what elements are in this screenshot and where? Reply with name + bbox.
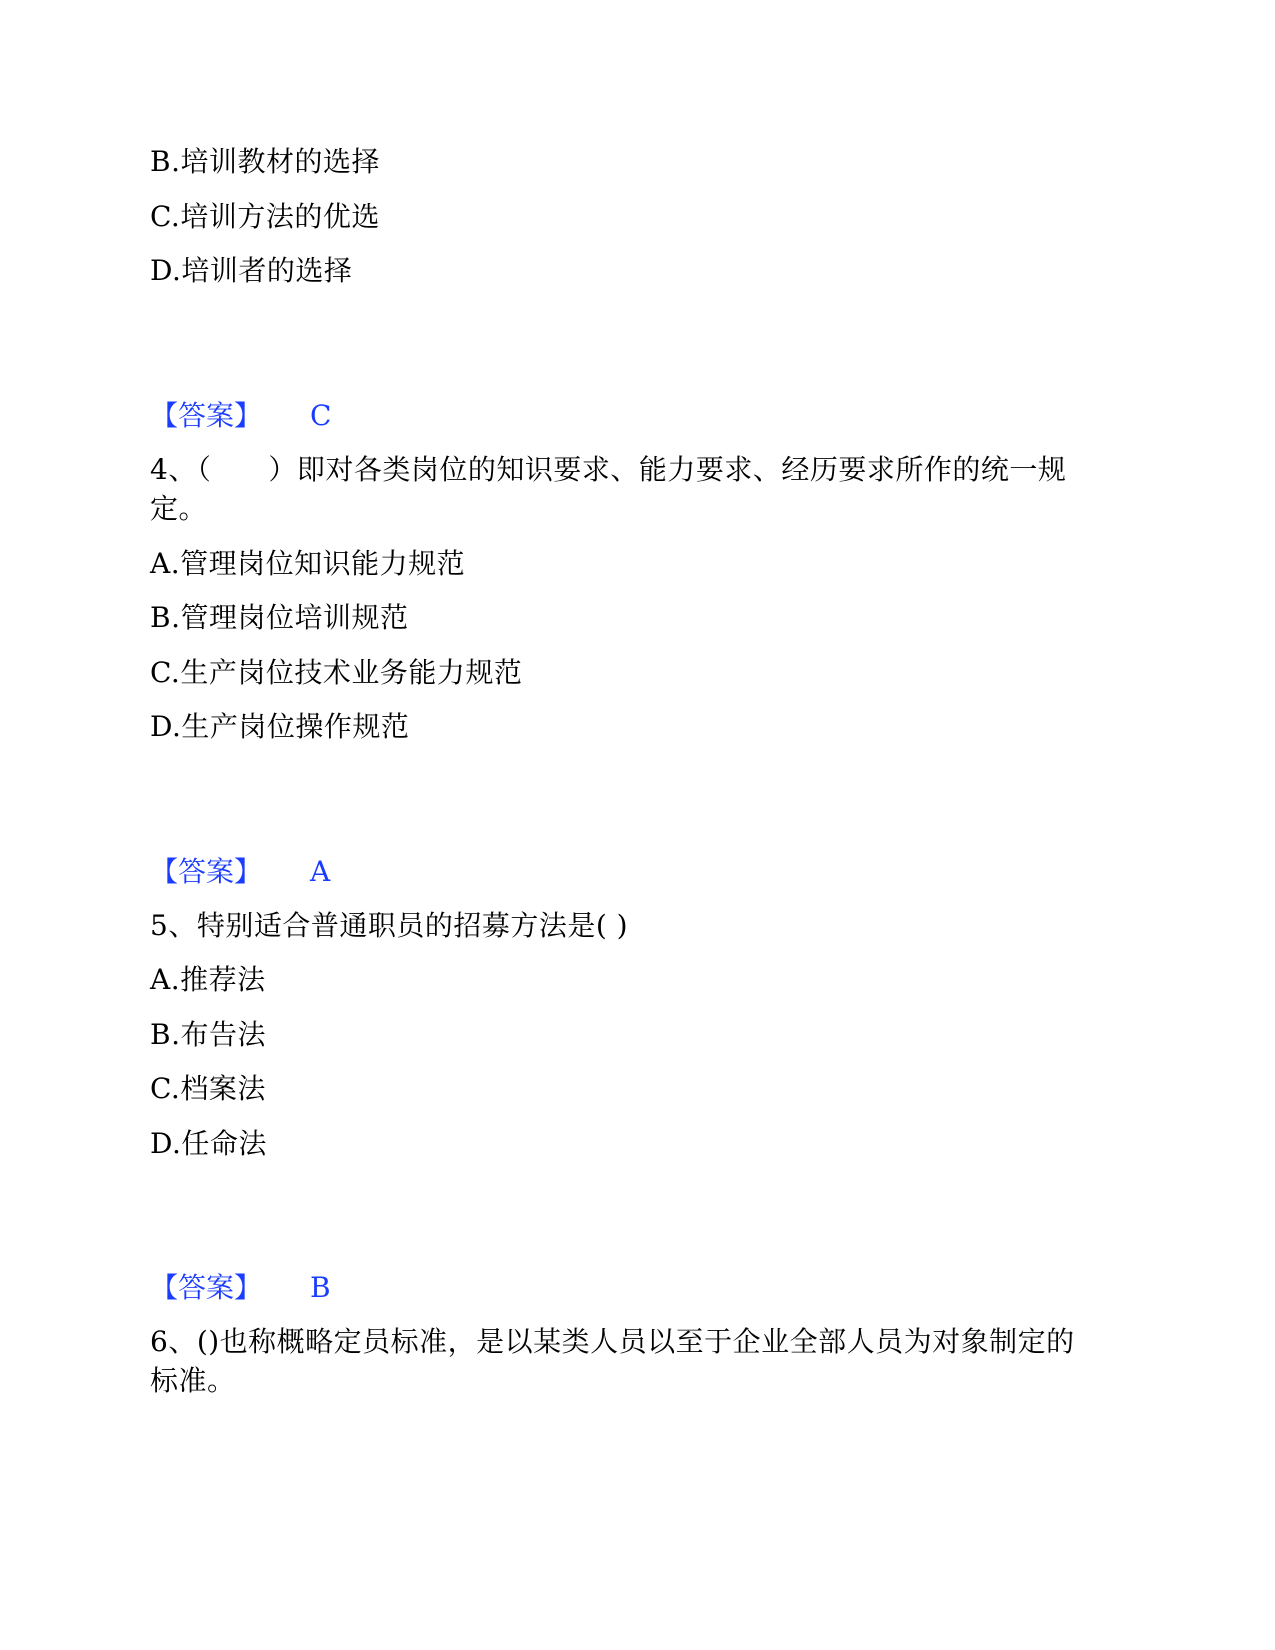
q3-answer <box>150 396 331 436</box>
q4-option-d: D.生产岗位操作规范 <box>150 710 410 743</box>
q4-stem-line2: 定。 <box>150 492 208 525</box>
q6-stem-line2: 标准。 <box>150 1364 236 1397</box>
q5-option-b: B.布告法 <box>150 1018 266 1051</box>
q3-option-c: C.培训方法的优选 <box>150 200 380 233</box>
q5-option-a: A.推荐法 <box>150 963 266 996</box>
q5-stem: 5、特别适合普通职员的招募方法是( ) <box>150 909 629 942</box>
q5-option-d: D.任命法 <box>150 1127 267 1160</box>
q3-answer-label: 【答案】 <box>150 399 263 432</box>
q4-answer-value: A <box>310 855 331 888</box>
q6-stem-line1: 6、()也称概略定员标准，是以某类人员以至于企业全部人员为对象制定的 <box>150 1325 1075 1358</box>
q5-answer-label: 【答案】 <box>150 1271 263 1304</box>
q5-answer <box>150 1268 331 1308</box>
q4-answer <box>150 852 330 892</box>
q5-answer-value: B <box>310 1271 331 1304</box>
q4-option-b: B.管理岗位培训规范 <box>150 601 409 634</box>
q5-option-c: C.档案法 <box>150 1072 266 1105</box>
q4-stem-line1: 4、（ ）即对各类岗位的知识要求、能力要求、经历要求所作的统一规 <box>150 453 1067 486</box>
q3-option-b: B.培训教材的选择 <box>150 145 380 178</box>
q4-option-a: A.管理岗位知识能力规范 <box>150 547 466 580</box>
q4-answer-label: 【答案】 <box>150 855 263 888</box>
q4-option-c: C.生产岗位技术业务能力规范 <box>150 656 523 689</box>
q3-option-d: D.培训者的选择 <box>150 254 353 287</box>
q3-answer-value: C <box>310 399 332 432</box>
